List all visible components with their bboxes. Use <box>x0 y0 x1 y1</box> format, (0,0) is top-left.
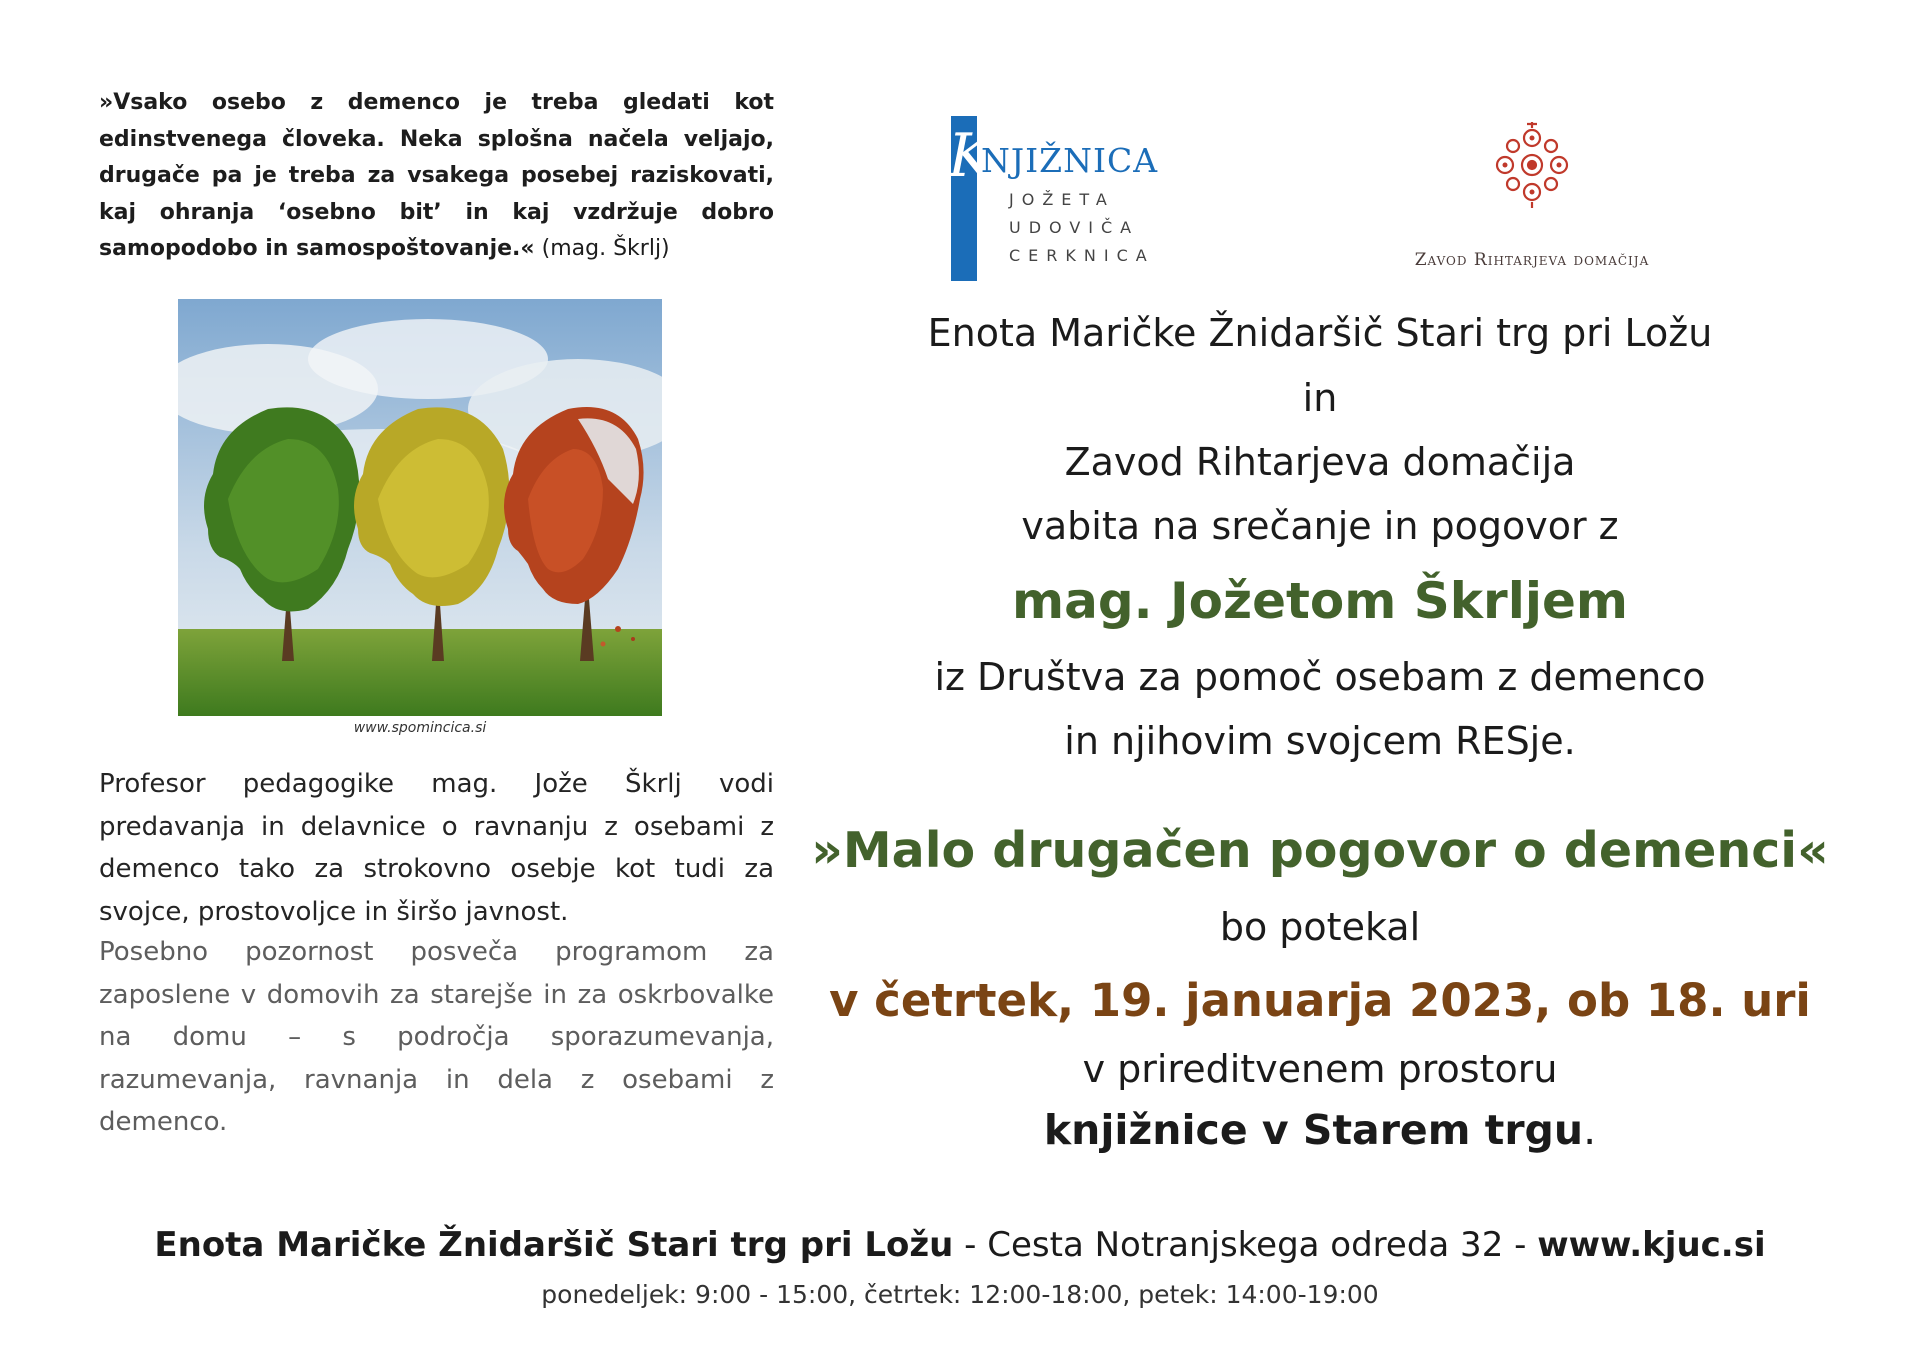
invite-line-4: vabita na srečanje in pogovor z <box>1021 504 1619 548</box>
logo-line-2: UDOVIČA <box>1009 218 1140 237</box>
knjiznica-logo <box>948 116 1159 284</box>
event-date: v četrtek, 19. januarja 2023, ob 18. uri <box>829 974 1811 1027</box>
invite-line-6: in njihovim svojcem RESje. <box>1064 719 1576 763</box>
venue-period: . <box>1583 1106 1597 1154</box>
logo-letter-k: K <box>948 121 993 191</box>
footer-street: - Cesta Notranjskega odreda 32 - <box>953 1225 1538 1265</box>
speaker-name: mag. Jožetom Škrljem <box>1012 572 1628 630</box>
footer-hours: ponedeljek: 9:00 - 15:00, četrtek: 12:00-18:00, petek: 14:00-19:00 <box>541 1280 1379 1309</box>
quote-text: »Vsako osebo z demenco je treba gledati kot edinstvenega človeka. Neka splošna načela veljajo, drugače pa je treba za vsakega posebej raziskovati, kaj ohranja ‘osebno bit’ in kaj vzdržuje dobro samopodobo in samospoštovanje.« <box>99 90 774 261</box>
ornament-icon <box>1489 118 1575 210</box>
invite-line-3: Zavod Rihtarjeva domačija <box>1064 440 1576 484</box>
footer-website: www.kjuc.si <box>1537 1225 1766 1265</box>
footer-unit: Enota Maričke Žnidaršič Stari trg pri Ložu <box>154 1225 954 1265</box>
bio-paragraph-2: Posebno pozornost posveča programom za zaposlene v domovih za starejše in za oskrbovalke na domu – s področja sporazumevanja, razumevanja, ravnanja in dela z osebami z demenco. <box>99 937 774 1137</box>
invite-line-7: bo potekal <box>1219 905 1421 949</box>
footer-address <box>0 1225 1920 1265</box>
invite-line-1: Enota Maričke Žnidaršič Stari trg pri Ložu <box>927 311 1713 355</box>
logo-word: NJIŽNICA <box>981 141 1159 180</box>
logo-line-1: JOŽETA <box>1009 190 1115 209</box>
quote-attribution: (mag. Škrlj) <box>534 236 670 261</box>
venue <box>800 1106 1840 1154</box>
bio-paragraph-1: Profesor pedagogike mag. Jože Škrlj vodi predavanja in delavnice o ravnanju z osebami z demenco tako za strokovno osebje kot tudi za svojce, prostovoljce in širšo javnost. <box>99 769 774 927</box>
invite-line-2: in <box>1302 376 1338 420</box>
venue-name: knjižnice v Starem trgu <box>1043 1106 1584 1154</box>
rihtarjeva-name: Zavod Rihtarjeva domačija <box>1414 250 1650 270</box>
logo-line-3: CERKNICA <box>1009 246 1155 265</box>
invite-line-5: iz Društva za pomoč osebam z demenco <box>934 655 1706 699</box>
image-credit: www.spomincica.si <box>353 720 487 736</box>
intro-quote <box>99 85 774 268</box>
invite-line-8: v prireditvenem prostoru <box>1082 1047 1558 1091</box>
event-title: »Malo drugačen pogovor o demenci« <box>811 822 1829 879</box>
trees-heads-image <box>178 299 662 716</box>
rihtarjeva-logo <box>1372 118 1692 278</box>
